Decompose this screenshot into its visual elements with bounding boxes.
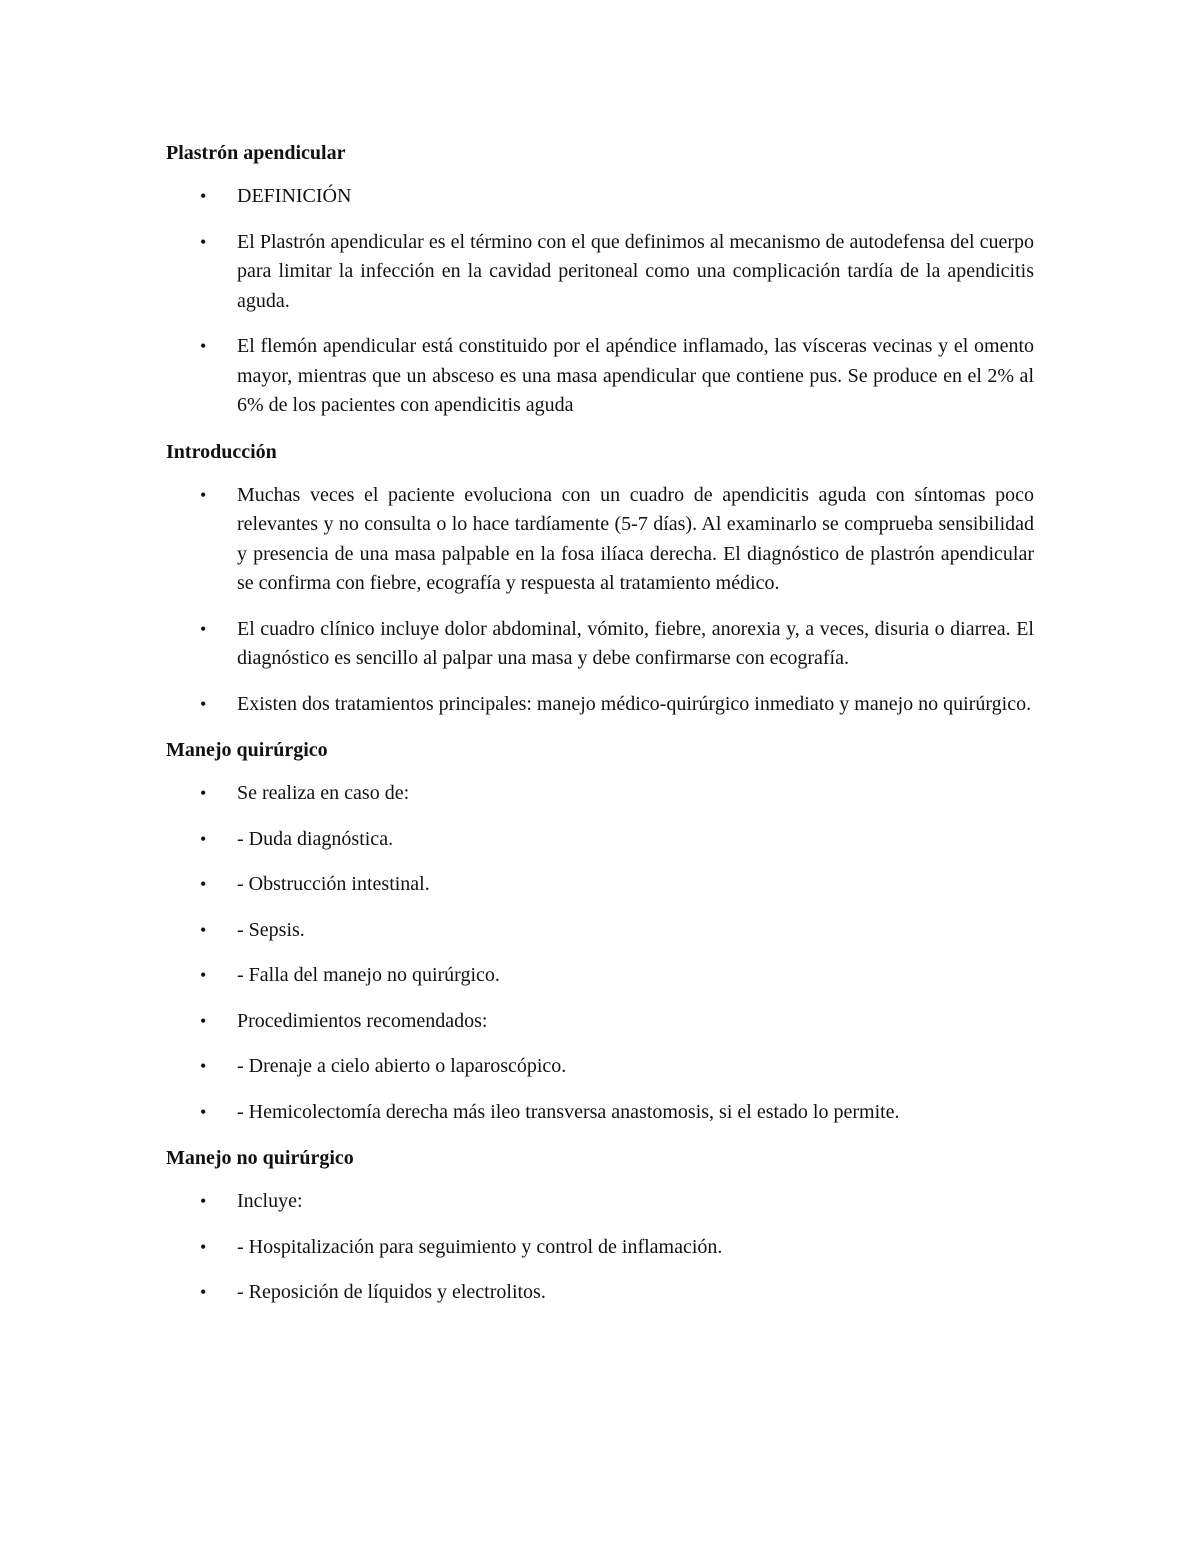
list-item-text: El cuadro clínico incluye dolor abdominal, vómito, fiebre, anorexia y, a veces, disuria o diarrea. El diagnóstico es sencillo al palpar una masa y debe confirmarse con ecografía. bbox=[237, 617, 1034, 669]
list-item-text: - Drenaje a cielo abierto o laparoscópico. bbox=[237, 1055, 567, 1077]
list-item-text: Se realiza en caso de: bbox=[237, 782, 410, 804]
list-item-text: Muchas veces el paciente evoluciona con un cuadro de apendicitis aguda con síntomas poco relevantes y no consulta o lo hace tardíamente (5-7 días). Al examinarlo se comprueba sensibilidad y presencia de una masa palpable en la fosa ilíaca derecha. El diagnóstico de plastrón apendicular se confirma con fiebre, ecografía y respuesta al tratamiento médico. bbox=[237, 483, 1034, 594]
bullet-icon: • bbox=[200, 965, 207, 985]
list-item-text: - Hemicolectomía derecha más ileo transversa anastomosis, si el estado lo permite. bbox=[237, 1100, 900, 1123]
document-page bbox=[166, 138, 1034, 1324]
bullet-icon: • bbox=[200, 1056, 207, 1076]
bullet-icon: • bbox=[200, 919, 207, 940]
list-item-text: - Falla del manejo no quirúrgico. bbox=[237, 964, 500, 986]
bullet-icon: • bbox=[200, 1282, 207, 1302]
list-item bbox=[166, 1187, 1034, 1217]
list-item-text: Existen dos tratamientos principales: manejo médico-quirúrgico inmediato y manejo no quirúrgico. bbox=[237, 692, 1032, 715]
list-item-text: Incluye: bbox=[237, 1190, 303, 1212]
bullet-icon: • bbox=[200, 1191, 207, 1211]
bullet-icon: • bbox=[200, 783, 207, 803]
list-item bbox=[166, 1233, 1034, 1263]
list-item bbox=[166, 779, 1034, 809]
bullet-icon: • bbox=[200, 828, 207, 849]
bullet-icon: • bbox=[200, 1101, 207, 1122]
section-heading: Introducción bbox=[166, 440, 277, 463]
list-item-text: - Duda diagnóstica. bbox=[237, 827, 394, 850]
bullet-icon: • bbox=[200, 874, 207, 894]
bullet-icon: • bbox=[200, 336, 207, 356]
list-item bbox=[166, 1007, 1034, 1037]
bullet-icon: • bbox=[200, 231, 207, 252]
list-item bbox=[166, 228, 1034, 317]
bullet-icon: • bbox=[200, 186, 207, 206]
list-item-text: - Sepsis. bbox=[237, 918, 305, 941]
list-item bbox=[166, 690, 1034, 720]
bullet-icon: • bbox=[200, 1010, 207, 1031]
bullet-icon: • bbox=[200, 1236, 207, 1257]
bullet-icon: • bbox=[200, 618, 207, 639]
list-item bbox=[166, 961, 1034, 991]
list-item bbox=[166, 1278, 1034, 1308]
list-item bbox=[166, 1052, 1034, 1082]
bullet-list bbox=[166, 182, 1034, 421]
bullet-icon: • bbox=[200, 484, 207, 505]
bullet-list bbox=[166, 481, 1034, 720]
list-item bbox=[166, 615, 1034, 674]
list-item-text: El flemón apendicular está constituido por el apéndice inflamado, las vísceras vecinas y el omento mayor, mientras que un absceso es una masa apendicular que contiene pus. Se produce en el 2% al 6% de los pacientes con apendicitis aguda bbox=[237, 335, 1034, 416]
list-item-text: El Plastrón apendicular es el término con el que definimos al mecanismo de autodefensa del cuerpo para limitar la infección en la cavidad peritoneal como una complicación tardía de la apendicitis aguda. bbox=[237, 230, 1034, 312]
bullet-list bbox=[166, 1187, 1034, 1308]
list-item-text: - Hospitalización para seguimiento y control de inflamación. bbox=[237, 1235, 723, 1258]
bullet-list bbox=[166, 779, 1034, 1127]
section-heading: Manejo no quirúrgico bbox=[166, 1147, 354, 1169]
section-heading: Manejo quirúrgico bbox=[166, 739, 328, 761]
list-item bbox=[166, 481, 1034, 599]
list-item-text: - Obstrucción intestinal. bbox=[237, 873, 430, 895]
list-item bbox=[166, 825, 1034, 855]
list-item bbox=[166, 870, 1034, 900]
list-item bbox=[166, 182, 1034, 212]
list-item-text: - Reposición de líquidos y electrolitos. bbox=[237, 1281, 546, 1303]
list-item-text: DEFINICIÓN bbox=[237, 185, 352, 207]
list-item bbox=[166, 1098, 1034, 1128]
list-item-text: Procedimientos recomendados: bbox=[237, 1009, 488, 1032]
bullet-icon: • bbox=[200, 693, 207, 714]
list-item bbox=[166, 332, 1034, 421]
section-heading: Plastrón apendicular bbox=[166, 142, 346, 164]
list-item bbox=[166, 916, 1034, 946]
